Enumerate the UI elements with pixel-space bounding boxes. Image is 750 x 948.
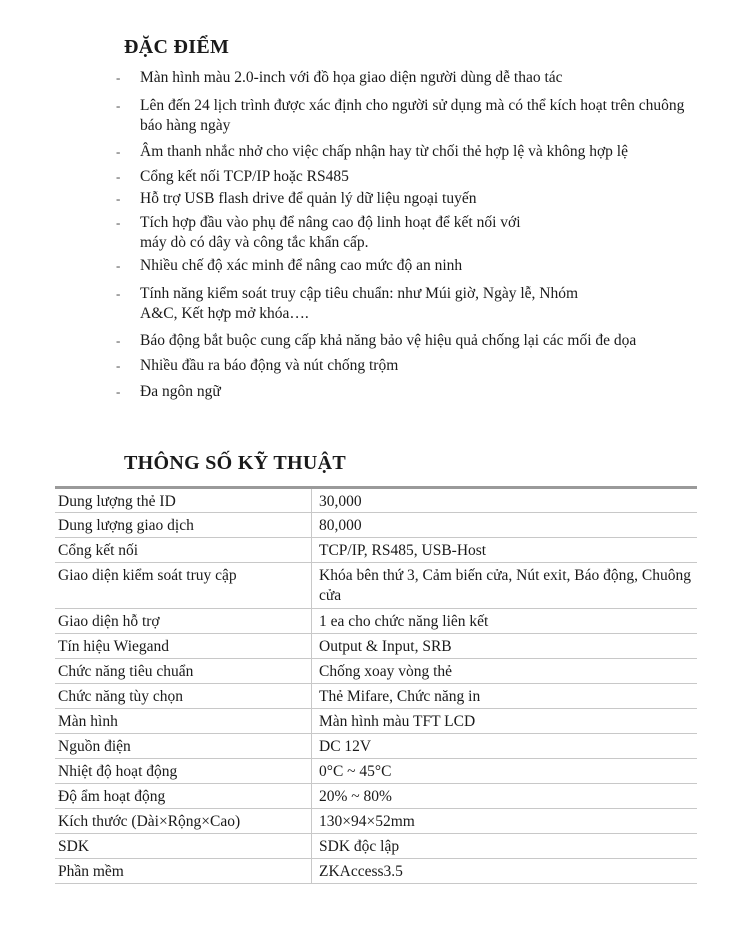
spec-row bbox=[55, 759, 697, 784]
spec-value: Output & Input, SRB bbox=[312, 634, 698, 659]
spec-value: 20% ~ 80% bbox=[312, 784, 698, 809]
spec-value: Chống xoay vòng thẻ bbox=[312, 659, 698, 684]
spec-value: 130×94×52mm bbox=[312, 809, 698, 834]
bullet-dash: - bbox=[116, 358, 121, 373]
spec-value: Màn hình màu TFT LCD bbox=[312, 709, 698, 734]
spec-row bbox=[55, 709, 697, 734]
feature-line: Báo động bắt buộc cung cấp khả năng bảo vệ hiệu quả chống lại các mối đe dọa bbox=[140, 332, 637, 349]
spec-row bbox=[55, 834, 697, 859]
spec-row bbox=[55, 488, 697, 513]
bullet-dash: - bbox=[116, 144, 121, 159]
spec-value: 80,000 bbox=[312, 513, 698, 538]
spec-value: DC 12V bbox=[312, 734, 698, 759]
spec-value: 30,000 bbox=[312, 488, 698, 513]
spec-row bbox=[55, 513, 697, 538]
spec-row bbox=[55, 634, 697, 659]
spec-value: Khóa bên thứ 3, Cảm biến cửa, Nút exit, Báo động, Chuông cửa bbox=[312, 563, 698, 609]
spec-row bbox=[55, 809, 697, 834]
spec-row bbox=[55, 659, 697, 684]
spec-label: Độ ẩm hoạt động bbox=[58, 788, 166, 805]
feature-line: Cổng kết nối TCP/IP hoặc RS485 bbox=[140, 168, 349, 185]
spec-value: Thẻ Mifare, Chức năng in bbox=[312, 684, 698, 709]
spec-row bbox=[55, 609, 697, 634]
bullet-dash: - bbox=[116, 333, 121, 348]
spec-value: ZKAccess3.5 bbox=[312, 859, 698, 884]
spec-value: SDK độc lập bbox=[312, 834, 698, 859]
bullet-dash: - bbox=[116, 215, 121, 230]
spec-label: Nhiệt độ hoạt động bbox=[58, 763, 178, 780]
feature-line: máy dò có dây và công tắc khẩn cấp. bbox=[140, 234, 369, 251]
spec-label: Kích thước (Dài×Rộng×Cao) bbox=[58, 813, 241, 830]
feature-line: Hỗ trợ USB flash drive để quản lý dữ liệu ngoại tuyến bbox=[140, 190, 477, 207]
spec-row bbox=[55, 734, 697, 759]
spec-value: 1 ea cho chức năng liên kết bbox=[312, 609, 698, 634]
spec-label: Giao diện hỗ trợ bbox=[58, 613, 160, 630]
feature-line: Nhiều đầu ra báo động và nút chống trộm bbox=[140, 357, 399, 374]
spec-row bbox=[55, 784, 697, 809]
bullet-dash: - bbox=[116, 70, 121, 85]
spec-row bbox=[55, 563, 697, 609]
bullet-dash: - bbox=[116, 258, 121, 273]
bullet-dash: - bbox=[116, 169, 121, 184]
feature-line: Tích hợp đầu vào phụ để nâng cao độ linh hoạt để kết nối với bbox=[140, 214, 521, 231]
specs-heading: THÔNG SỐ KỸ THUẬT bbox=[124, 452, 346, 474]
spec-row bbox=[55, 684, 697, 709]
spec-label: Phần mềm bbox=[58, 863, 124, 880]
spec-row bbox=[55, 538, 697, 563]
spec-value: 0°C ~ 45°C bbox=[312, 759, 698, 784]
feature-line: Âm thanh nhắc nhở cho việc chấp nhận hay từ chối thẻ hợp lệ và không hợp lệ bbox=[140, 143, 628, 160]
feature-line: Nhiều chế độ xác minh để nâng cao mức độ an ninh bbox=[140, 257, 463, 274]
feature-line: A&C, Kết hợp mở khóa…. bbox=[140, 305, 309, 322]
feature-line: Màn hình màu 2.0-inch với đồ họa giao diện người dùng dễ thao tác bbox=[140, 69, 563, 86]
spec-label: SDK bbox=[58, 838, 90, 855]
spec-table bbox=[55, 486, 697, 884]
spec-row bbox=[55, 859, 697, 884]
features-heading: ĐẶC ĐIỂM bbox=[124, 36, 230, 58]
spec-label: Giao diện kiểm soát truy cập bbox=[58, 567, 237, 584]
bullet-dash: - bbox=[116, 286, 121, 301]
spec-label: Dung lượng thẻ ID bbox=[58, 493, 176, 510]
spec-label: Cổng kết nối bbox=[58, 542, 139, 559]
feature-line: báo hàng ngày bbox=[140, 117, 231, 134]
spec-label: Chức năng tùy chọn bbox=[58, 688, 184, 705]
bullet-dash: - bbox=[116, 98, 121, 113]
spec-value: TCP/IP, RS485, USB-Host bbox=[312, 538, 698, 563]
bullet-dash: - bbox=[116, 384, 121, 399]
feature-line: Tính năng kiểm soát truy cập tiêu chuẩn: như Múi giờ, Ngày lễ, Nhóm bbox=[140, 285, 579, 302]
spec-label: Tín hiệu Wiegand bbox=[58, 638, 170, 655]
bullet-dash: - bbox=[116, 191, 121, 206]
spec-label: Màn hình bbox=[58, 713, 118, 730]
spec-label: Chức năng tiêu chuẩn bbox=[58, 663, 194, 680]
spec-label: Nguồn điện bbox=[58, 738, 131, 755]
spec-label: Dung lượng giao dịch bbox=[58, 517, 194, 534]
feature-line: Đa ngôn ngữ bbox=[140, 383, 221, 400]
feature-line: Lên đến 24 lịch trình được xác định cho người sử dụng mà có thể kích hoạt trên chuông bbox=[140, 97, 685, 114]
